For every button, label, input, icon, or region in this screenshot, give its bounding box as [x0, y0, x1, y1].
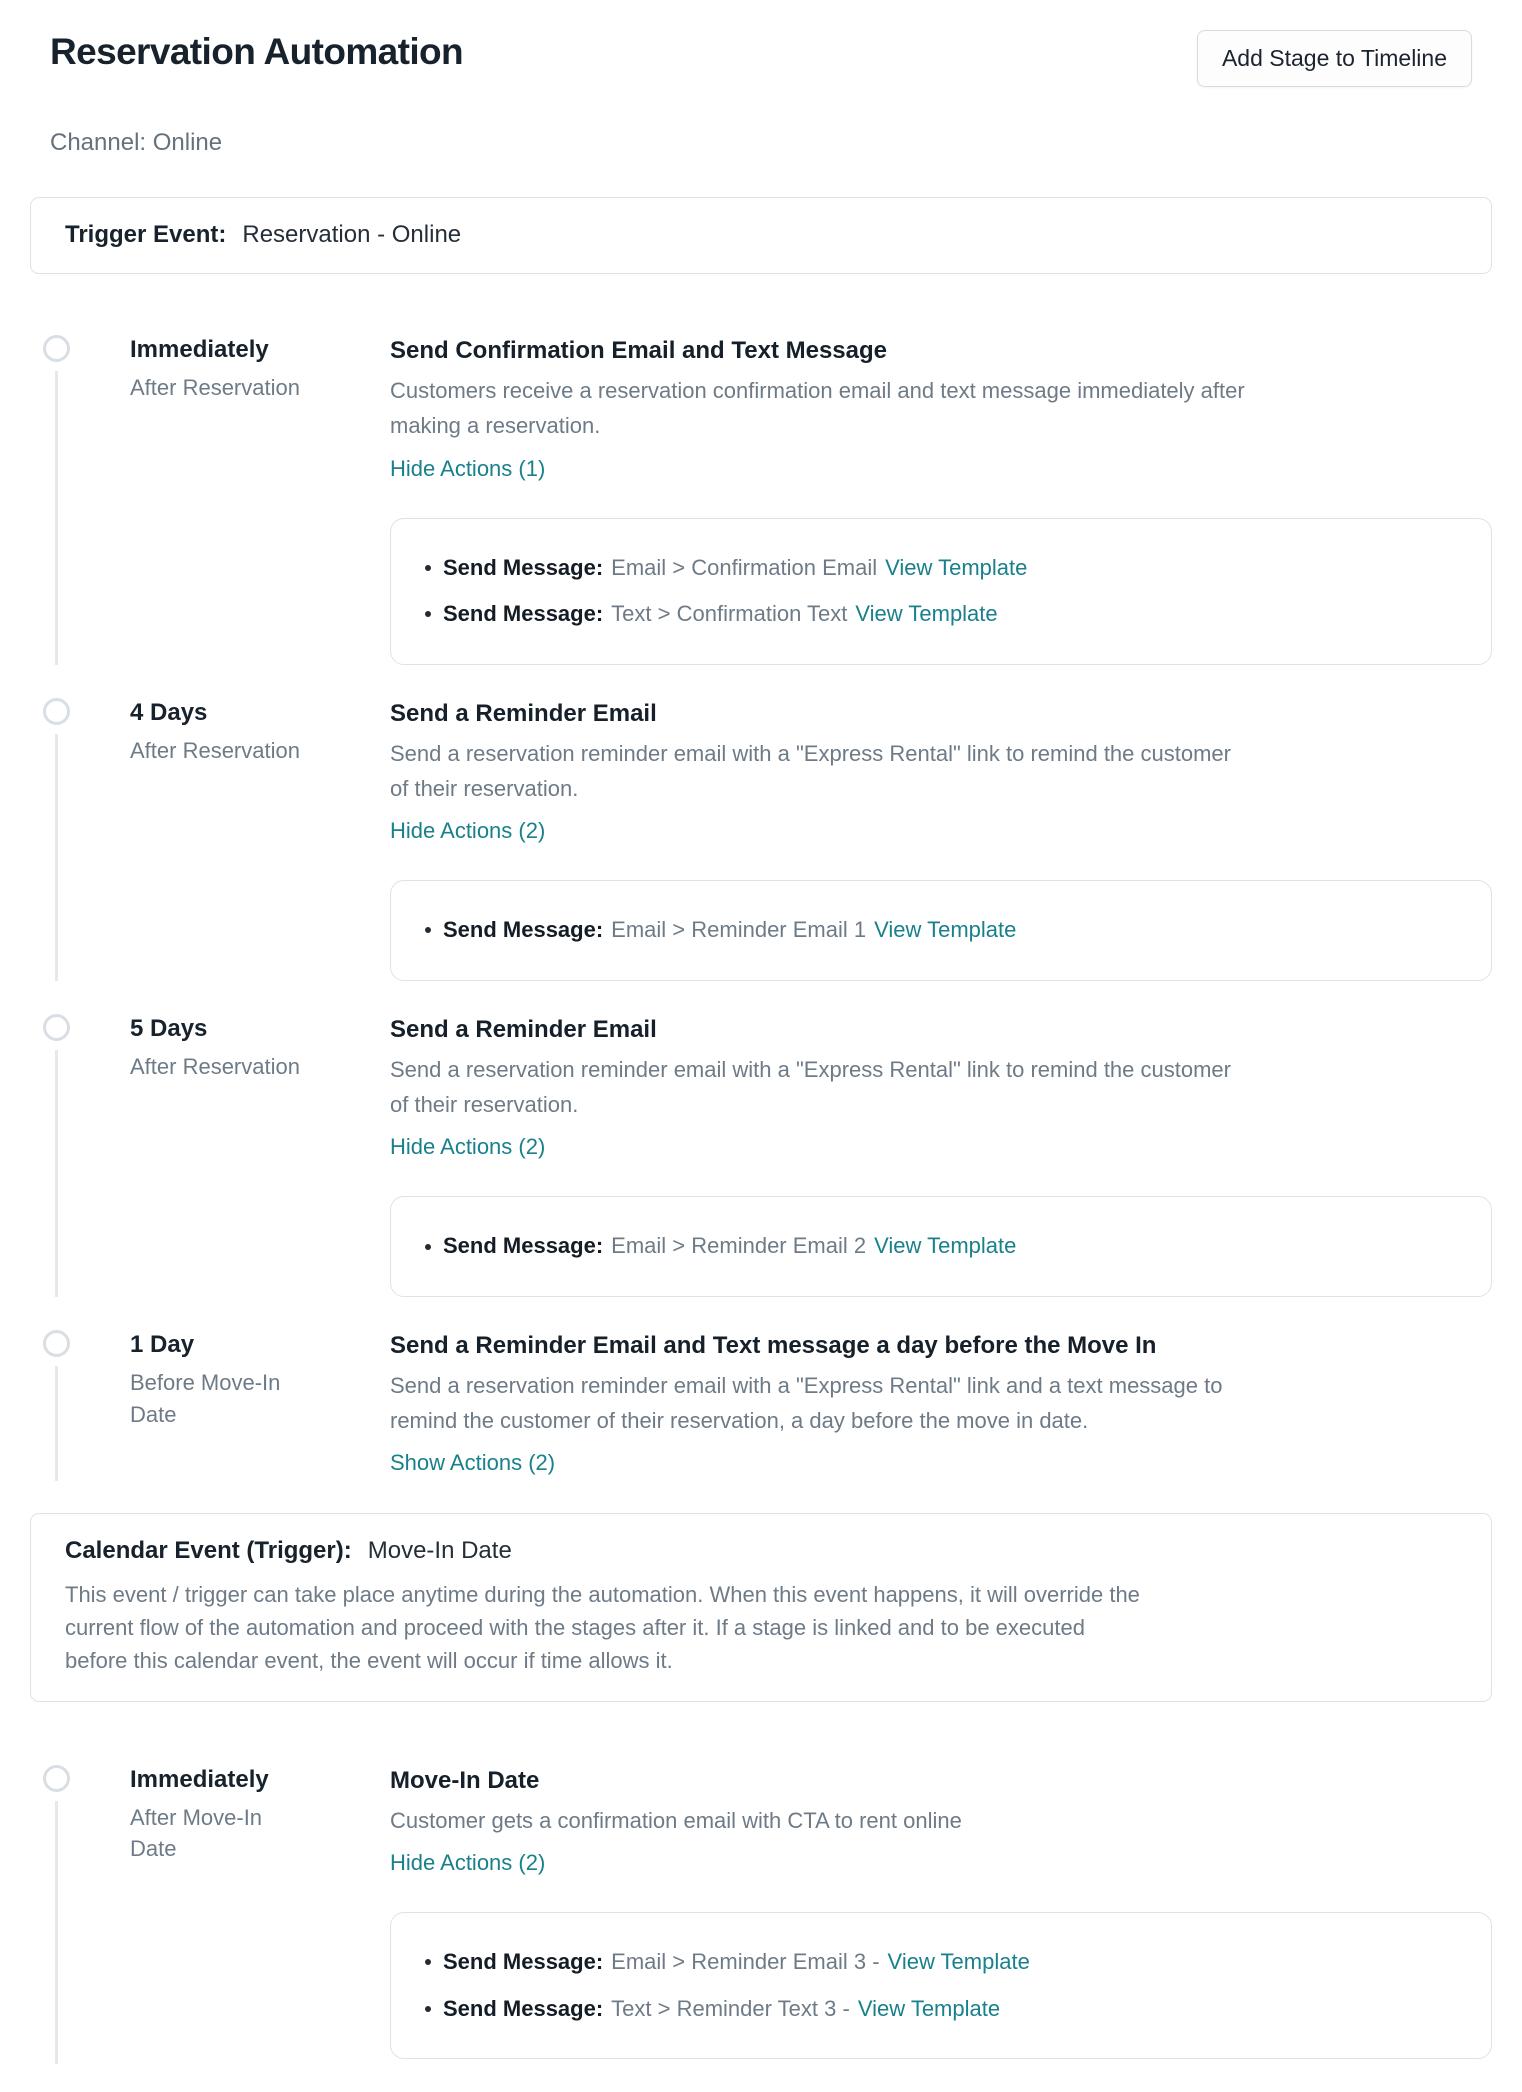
stage-5-days-after-reservation	[30, 1013, 1492, 1297]
action-label: Send Message:	[443, 554, 604, 580]
stage-title: Send Confirmation Email and Text Message	[390, 337, 887, 364]
timeline-line	[55, 1801, 58, 2064]
calendar-event-box	[30, 1513, 1492, 1702]
action-row	[421, 1949, 1461, 1975]
stage-description: Send a reservation reminder email with a "Express Rental" link to remind the customer of their reservation.	[390, 1056, 1231, 1118]
stage-time-label: 5 Days	[130, 1014, 208, 1042]
timeline-circle-icon	[43, 335, 70, 362]
action-label: Send Message:	[443, 1233, 604, 1259]
actions-box	[390, 880, 1492, 980]
stage-description: Send a reservation reminder email with a "Express Rental" link to remind the customer of their reservation.	[390, 740, 1231, 801]
stage-content	[390, 1764, 1492, 2064]
stage-time	[102, 1329, 390, 1481]
stage-time-sub: Before Move-In Date	[130, 1369, 281, 1427]
stage-time	[102, 1013, 390, 1297]
actions-toggle-link[interactable]: Show Actions (2)	[390, 1450, 556, 1476]
stage-title: Move-In Date	[390, 1766, 540, 1794]
page-header	[30, 30, 1492, 87]
timeline-line	[55, 1050, 58, 1297]
timeline-line	[55, 371, 58, 665]
timeline-circle-icon	[43, 1014, 70, 1041]
stage-time-sub: After Reservation	[130, 1053, 300, 1079]
stage-1-day-before-move-in	[30, 1329, 1492, 1481]
bullet-icon	[425, 611, 431, 617]
timeline-circle-icon	[43, 698, 70, 725]
action-row	[421, 555, 1461, 581]
trigger-event-line	[65, 221, 1457, 249]
view-template-link[interactable]: View Template	[887, 1949, 1030, 1975]
stage-time-sub: After Reservation	[130, 375, 300, 400]
actions-toggle-link[interactable]: Hide Actions (1)	[390, 455, 546, 481]
timeline-marker	[30, 1764, 102, 2064]
stage-content	[390, 334, 1492, 665]
stage-title: Send a Reminder Email and Text message a day before the Move In	[390, 1331, 1157, 1359]
action-detail: Text > Reminder Text 3 -	[611, 1995, 850, 2021]
timeline-marker	[30, 1013, 102, 1297]
calendar-event-label: Calendar Event (Trigger):	[65, 1536, 352, 1564]
view-template-link[interactable]: View Template	[855, 601, 998, 627]
view-template-link[interactable]: View Template	[857, 1995, 1001, 2021]
action-detail: Email > Reminder Email 3 -	[611, 1949, 880, 1975]
stage-time	[102, 1764, 390, 2064]
actions-box	[390, 518, 1492, 665]
stage-content	[390, 1329, 1492, 1481]
stage-4-days-after-reservation	[30, 697, 1492, 981]
stage-description: Customers receive a reservation confirmation email and text message immediately after making a reservation.	[390, 378, 1245, 439]
stage-time-sub: After Move-In Date	[130, 1804, 263, 1862]
stage-time-label: Immediately	[130, 1765, 269, 1793]
add-stage-button[interactable]: Add Stage to Timeline	[1197, 30, 1472, 87]
action-detail: Email > Reminder Email 2	[611, 1233, 867, 1259]
timeline-line	[55, 734, 58, 981]
action-row	[421, 1996, 1461, 2022]
timeline-circle-icon	[43, 1330, 70, 1357]
stage-time-label: 1 Day	[130, 1330, 195, 1358]
action-detail: Email > Reminder Email 1	[611, 917, 867, 943]
action-row	[421, 917, 1461, 943]
timeline-marker	[30, 1329, 102, 1481]
stage-description: Send a reservation reminder email with a "Express Rental" link and a text message to remind the customer of their reservation, a day before the move in date.	[390, 1373, 1223, 1434]
action-row	[421, 601, 1461, 627]
stage-time-label: 4 Days	[130, 698, 208, 726]
actions-toggle-link[interactable]: Hide Actions (2)	[390, 1849, 546, 1875]
action-label: Send Message:	[443, 601, 604, 627]
trigger-event-box	[30, 197, 1492, 274]
action-label: Send Message:	[443, 1995, 604, 2021]
view-template-link[interactable]: View Template	[874, 917, 1017, 943]
action-detail: Email > Confirmation Email	[611, 554, 878, 580]
actions-box	[390, 1912, 1492, 2059]
bullet-icon	[425, 927, 431, 933]
bullet-icon	[425, 1244, 431, 1250]
stage-content	[390, 1013, 1492, 1297]
actions-toggle-link[interactable]: Hide Actions (2)	[390, 1134, 546, 1160]
bullet-icon	[425, 565, 431, 571]
stage-immediately-after-move-in	[30, 1764, 1492, 2064]
action-label: Send Message:	[443, 1949, 604, 1975]
stage-time-sub: After Reservation	[130, 737, 300, 763]
calendar-event-description: This event / trigger can take place anytime during the automation. When this event happens, it will override the current flow of the automation and proceed with the stages after it. If a stage is linked and to be executed before this calendar event, the event will occur if time allows it.	[65, 1581, 1140, 1673]
view-template-link[interactable]: View Template	[885, 554, 1028, 580]
stage-title: Send a Reminder Email	[390, 699, 657, 727]
stage-content	[390, 697, 1492, 981]
action-row	[421, 1233, 1461, 1259]
actions-toggle-link[interactable]: Hide Actions (2)	[390, 818, 546, 844]
timeline-line	[55, 1366, 58, 1481]
stage-time	[102, 334, 390, 665]
stage-title: Send a Reminder Email	[390, 1015, 657, 1043]
stage-description: Customer gets a confirmation email with CTA to rent online	[390, 1807, 962, 1833]
action-label: Send Message:	[443, 917, 604, 943]
view-template-link[interactable]: View Template	[874, 1233, 1017, 1259]
calendar-event-value: Move-In Date	[367, 1536, 512, 1564]
stage-immediately-after-reservation	[30, 334, 1492, 665]
timeline-marker	[30, 697, 102, 981]
page-title: Reservation Automation	[50, 31, 464, 72]
bullet-icon	[425, 2006, 431, 2012]
calendar-event-line	[65, 1537, 1457, 1565]
timeline-circle-icon	[43, 1765, 70, 1792]
trigger-event-value: Reservation - Online	[242, 221, 462, 248]
stage-time	[102, 697, 390, 981]
bullet-icon	[425, 1959, 431, 1965]
automation-timeline	[30, 334, 1492, 2064]
action-detail: Text > Confirmation Text	[611, 601, 848, 627]
actions-box	[390, 1196, 1492, 1296]
trigger-event-label: Trigger Event:	[65, 221, 227, 248]
channel-label: Channel: Online	[50, 129, 223, 156]
timeline-marker	[30, 334, 102, 665]
stage-time-label: Immediately	[130, 336, 269, 363]
